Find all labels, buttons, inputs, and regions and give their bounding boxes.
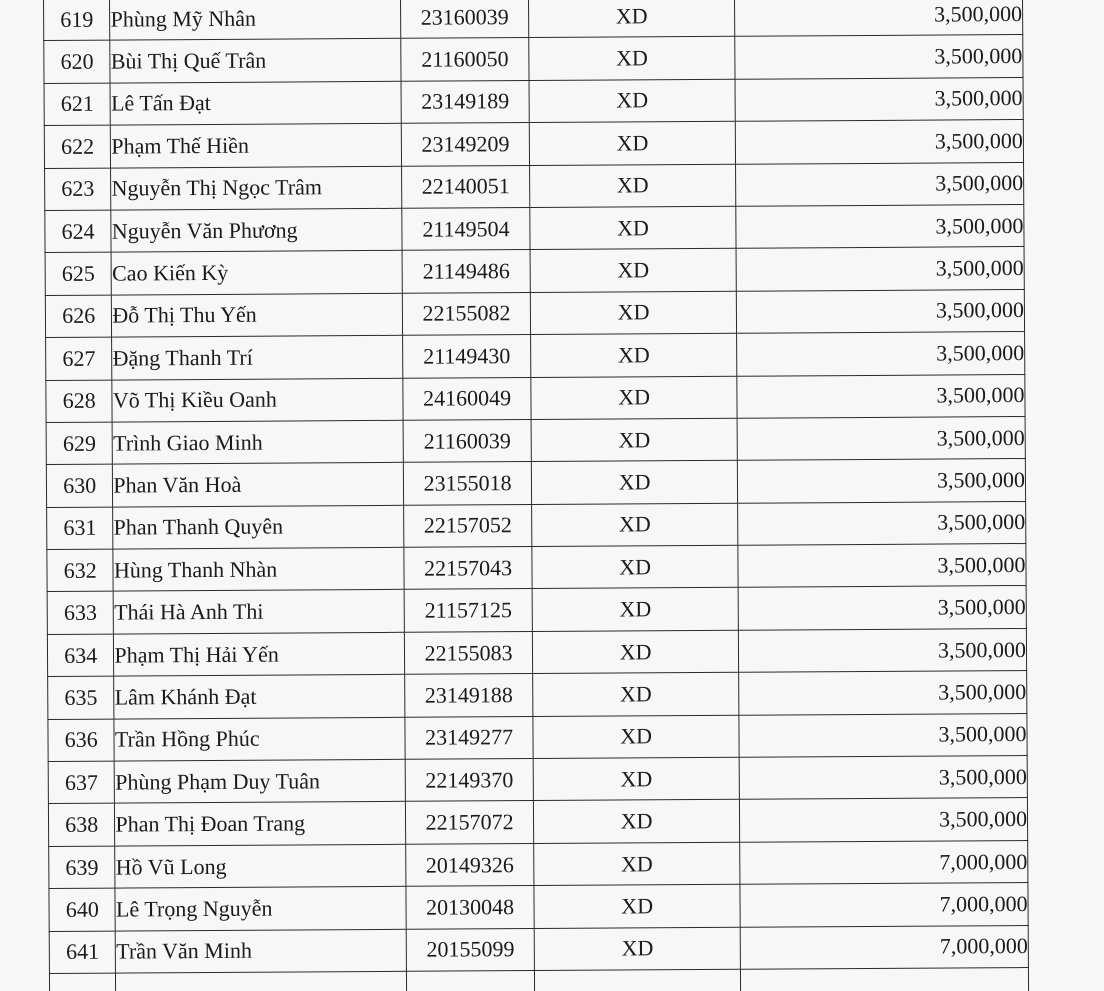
student-name-cell: Trình Giao Minh [112,420,403,464]
table-row [44,77,1023,125]
student-id-cell: 21149430 [403,335,531,378]
student-id-cell: 23160039 [401,0,529,39]
table-body [44,0,1029,991]
amount-cell: 3,500,000 [739,671,1027,715]
row-number-cell: 638 [48,803,115,846]
row-number-cell: 629 [46,422,113,465]
amount-cell: 3,500,000 [736,204,1024,248]
table-row [45,204,1024,252]
table-row [47,501,1026,549]
student-id-cell: 22155083 [405,631,533,674]
student-name-cell: Trần Hồng Phúc [114,717,405,761]
class-code-cell: XD [533,757,740,801]
student-name-cell: Phan Văn Hoà [113,463,404,507]
table-row [47,586,1026,634]
row-number-cell: 633 [47,592,114,635]
class-code-cell: XD [531,333,738,377]
class-code-cell: XD [530,249,737,293]
table-row [48,671,1027,719]
row-number-cell: 619 [44,0,111,41]
student-id-cell: 21149504 [402,207,530,250]
class-code-cell: XD [528,0,735,38]
row-number-cell: 626 [45,295,112,338]
amount-cell: 3,500,000 [738,586,1026,630]
row-number-cell: 628 [46,380,113,423]
class-code-cell [534,969,741,991]
class-code-cell: XD [532,503,739,547]
student-name-cell: Hồ Vũ Long [115,844,406,888]
row-number-cell: 630 [46,464,113,507]
scholarship-list-table [43,0,1029,991]
table-row [45,162,1024,210]
student-id-cell: 21157125 [404,589,532,632]
class-code-cell: XD [532,588,739,632]
student-id-cell: 21160039 [403,419,531,462]
class-code-cell: XD [534,884,741,928]
student-name-cell: Phan Thị Đoan Trang [115,802,406,846]
amount-cell: 3,500,000 [735,0,1023,37]
student-id-cell: 20155099 [406,928,534,971]
table-row [45,247,1024,295]
student-name-cell: Bùi Thị Quế Trân [110,39,401,83]
class-code-cell: XD [532,545,739,589]
row-number-cell: 639 [49,846,116,889]
table-row [44,120,1023,168]
row-number-cell: 641 [49,931,116,974]
table-row [49,883,1028,931]
table-row [49,925,1028,973]
class-code-cell: XD [529,37,736,81]
row-number-cell: 636 [48,719,115,762]
row-number-cell: 621 [44,83,111,126]
student-id-cell: 20130048 [406,886,534,929]
class-code-cell: XD [531,418,738,462]
student-name-cell: Thái Hà Anh Thi [114,590,405,634]
student-id-cell: 20149326 [406,843,534,886]
student-name-cell: Phan Thanh Quyên [113,505,404,549]
student-id-cell: 22149370 [405,759,533,802]
table-row [47,628,1026,676]
student-name-cell: Võ Thị Kiều Oanh [112,378,403,422]
student-name-cell: Đặng Thanh Trí [112,335,403,379]
student-name-cell: Phạm Thế Hiền [111,123,402,167]
row-number-cell: 634 [47,634,114,677]
class-code-cell: XD [532,630,739,674]
student-name-cell [116,971,407,991]
amount-cell: 3,500,000 [737,332,1025,376]
student-name-cell: Trần Văn Minh [116,929,407,973]
student-id-cell: 23149189 [401,80,529,123]
student-name-cell: Đỗ Thị Thu Yến [112,293,403,337]
student-name-cell: Nguyễn Văn Phương [111,208,402,252]
class-code-cell: XD [530,206,737,250]
row-number-cell [49,973,116,991]
table-row [45,289,1024,337]
student-name-cell: Lê Trọng Nguyễn [115,887,406,931]
class-code-cell: XD [534,927,741,971]
student-id-cell: 23149188 [405,674,533,717]
amount-cell: 3,500,000 [737,416,1025,460]
amount-cell: 3,500,000 [740,798,1028,842]
row-number-cell: 624 [45,210,112,253]
amount-cell: 3,500,000 [738,544,1026,588]
table-row [48,798,1027,846]
class-code-cell: XD [529,121,736,165]
table-row [49,840,1028,888]
student-id-cell: 23155018 [404,462,532,505]
class-code-cell: XD [529,164,736,208]
table-row [46,459,1025,507]
student-id-cell: 21149486 [402,250,530,293]
amount-cell: 3,500,000 [735,120,1023,164]
table-row [46,374,1025,422]
table-row [48,713,1027,761]
table-row [44,35,1023,83]
table-row [46,416,1025,464]
amount-cell: 3,500,000 [735,77,1023,121]
student-id-cell: 22157072 [406,801,534,844]
table-row [46,332,1025,380]
row-number-cell: 623 [45,168,112,211]
class-code-cell: XD [534,842,741,886]
student-name-cell: Lâm Khánh Đạt [114,675,405,719]
amount-cell: 3,500,000 [737,289,1025,333]
student-id-cell: 21160050 [401,38,529,81]
amount-cell: 7,000,000 [740,925,1028,969]
row-number-cell: 625 [45,252,112,295]
class-code-cell: XD [533,800,740,844]
student-name-cell: Phạm Thị Hải Yến [114,632,405,676]
student-name-cell: Nguyễn Thị Ngọc Trâm [111,166,402,210]
row-number-cell: 631 [47,507,114,550]
student-id-cell: 22157043 [404,547,532,590]
row-number-cell: 637 [48,761,115,804]
student-name-cell: Cao Kiến Kỳ [111,251,402,295]
amount-cell: 3,500,000 [739,713,1027,757]
student-id-cell: 24160049 [403,377,531,420]
amount-cell: 3,500,000 [737,374,1025,418]
amount-cell: 7,000,000 [740,840,1028,884]
class-code-cell: XD [529,79,736,123]
class-code-cell: XD [531,376,738,420]
row-number-cell: 627 [46,337,113,380]
table-row [48,756,1027,804]
row-number-cell: 640 [49,888,116,931]
student-id-cell: 22157052 [404,504,532,547]
student-name-cell: Hùng Thanh Nhàn [113,547,404,591]
class-code-cell: XD [533,715,740,759]
row-number-cell: 622 [44,125,111,168]
amount-cell: 3,500,000 [739,756,1027,800]
amount-cell: 3,500,000 [738,459,1026,503]
row-number-cell: 635 [48,676,115,719]
amount-cell: 3,500,000 [739,628,1027,672]
student-id-cell: 23149209 [401,123,529,166]
student-id-cell: 23149277 [405,716,533,759]
amount-cell: 3,500,000 [736,247,1024,291]
amount-cell [741,967,1029,991]
amount-cell: 7,000,000 [740,883,1028,927]
student-name-cell: Phùng Phạm Duy Tuân [115,759,406,803]
table-row [47,544,1026,592]
student-name-cell: Lê Tấn Đạt [110,81,401,125]
amount-cell: 3,500,000 [738,501,1026,545]
class-code-cell: XD [531,461,738,505]
class-code-cell: XD [533,673,740,717]
amount-cell: 3,500,000 [736,162,1024,206]
student-name-cell: Phùng Mỹ Nhân [110,0,401,40]
class-code-cell: XD [530,291,737,335]
student-id-cell [407,971,535,991]
student-id-cell: 22140051 [402,165,530,208]
table-row [44,0,1023,41]
amount-cell: 3,500,000 [735,35,1023,79]
student-id-cell: 22155082 [402,292,530,335]
row-number-cell: 620 [44,40,111,83]
row-number-cell: 632 [47,549,114,592]
